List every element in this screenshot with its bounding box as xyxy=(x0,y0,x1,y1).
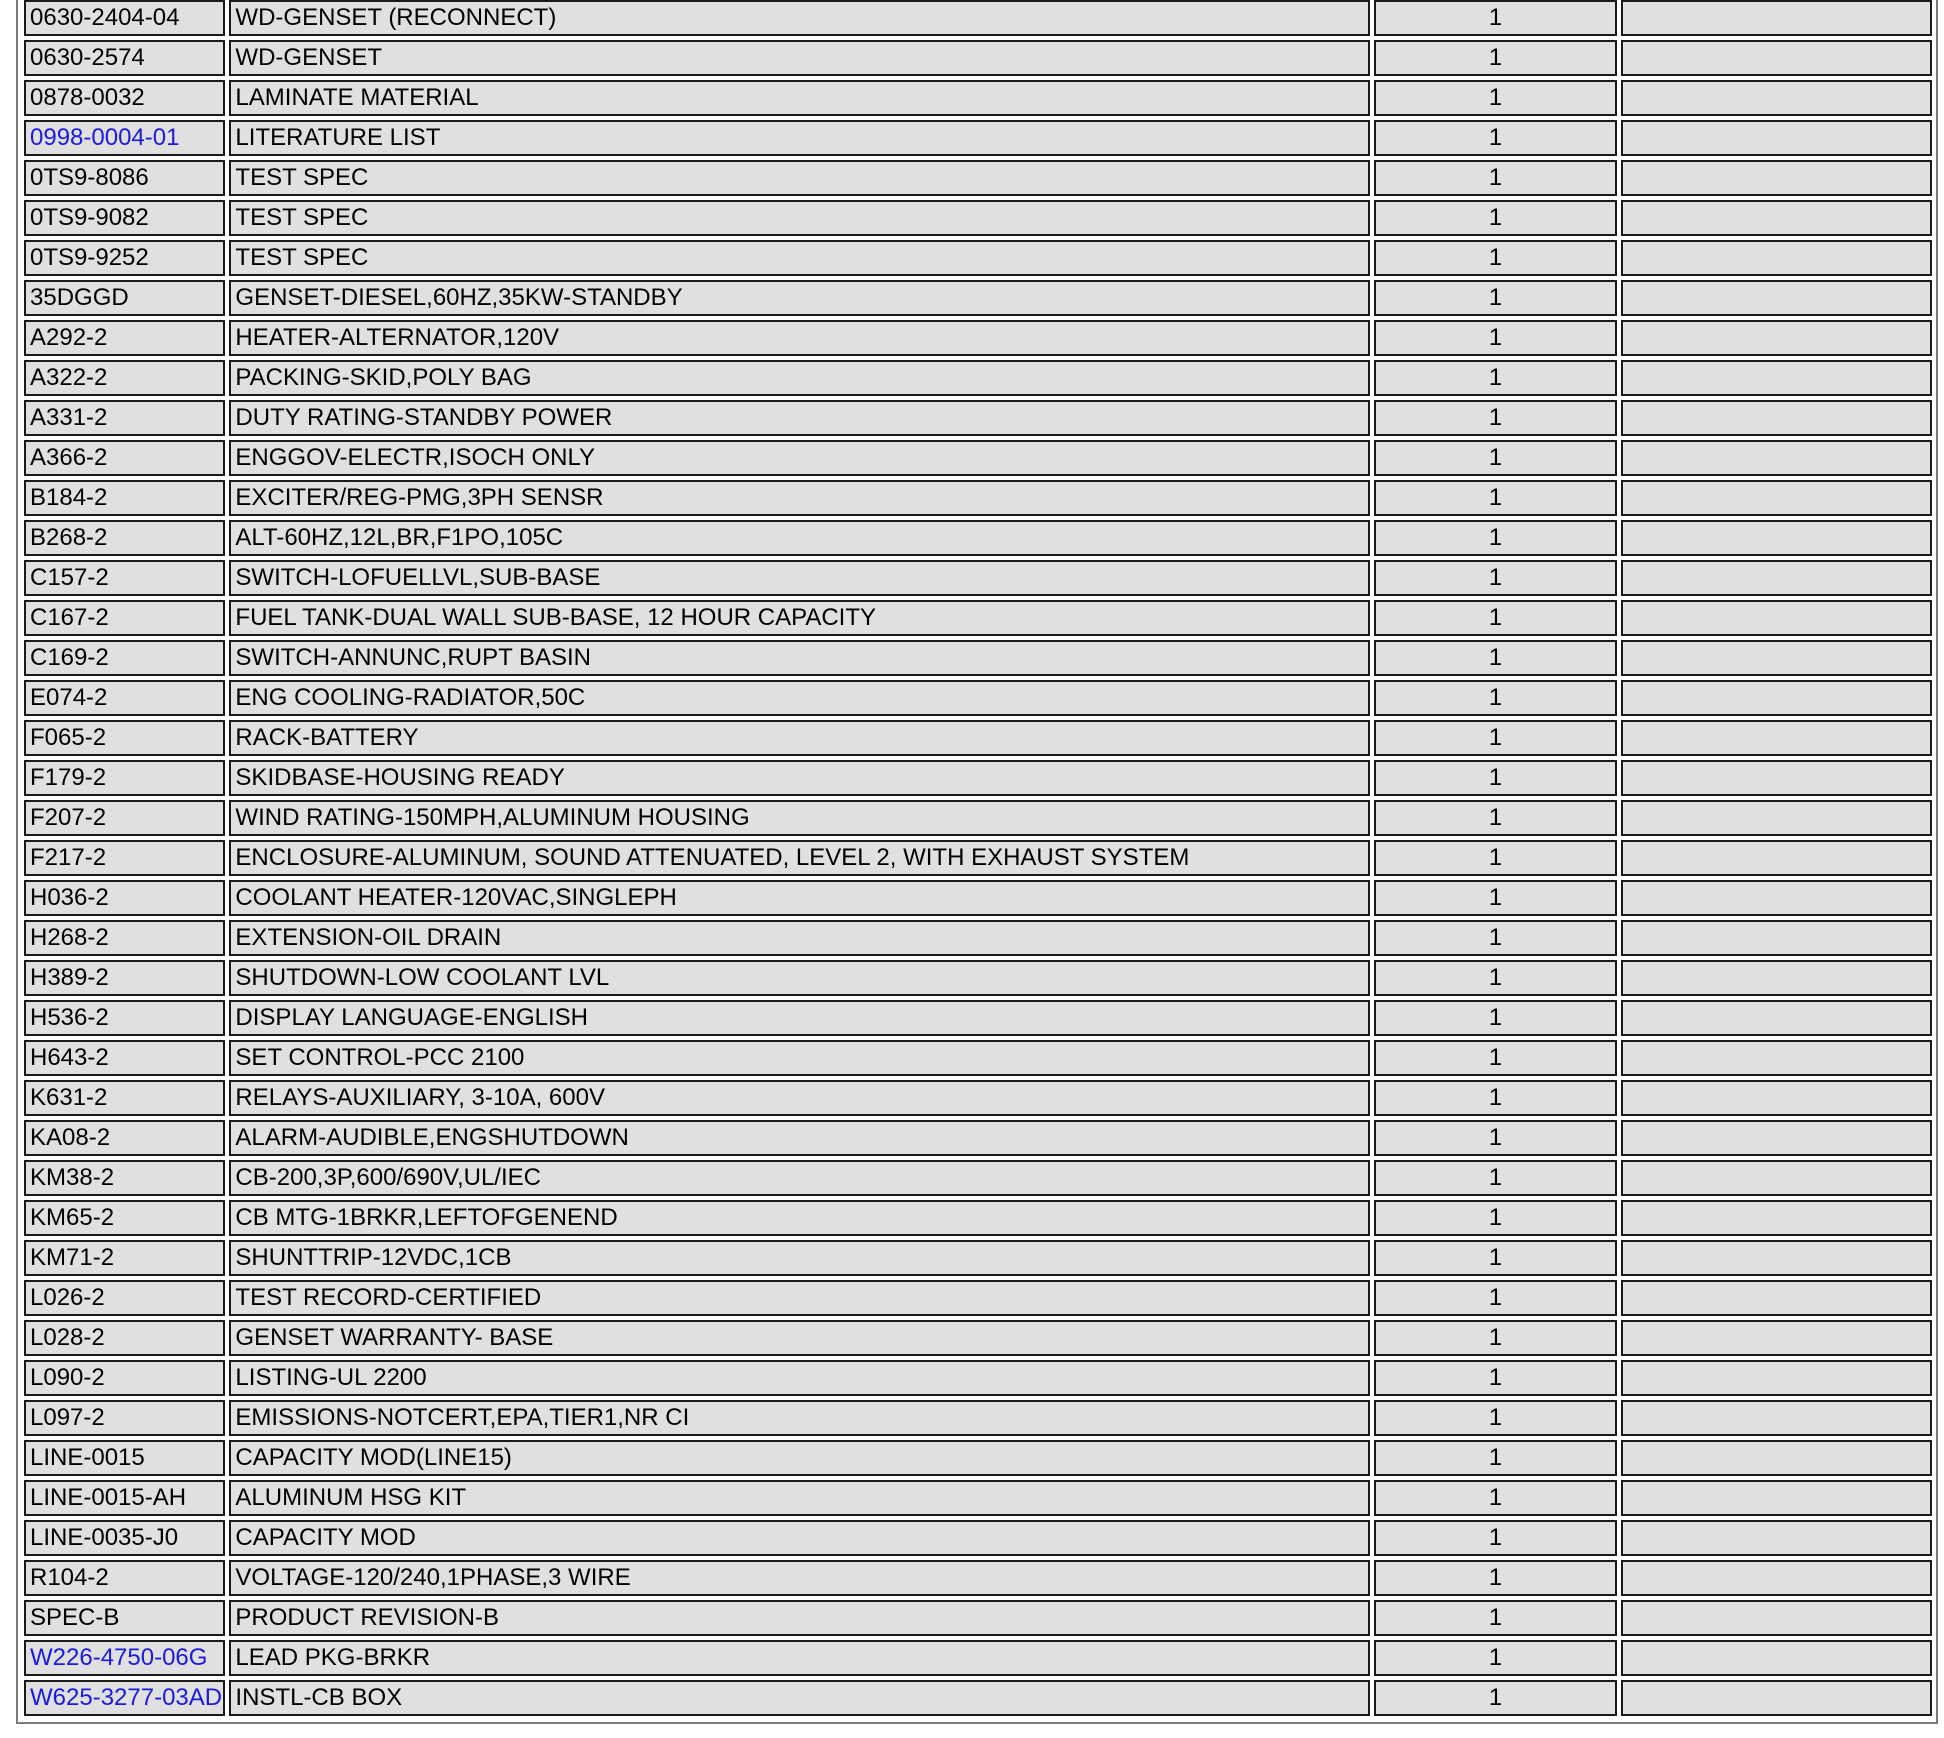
quantity-cell: 1 xyxy=(1374,960,1618,996)
empty-cell xyxy=(1621,1040,1932,1076)
part-number-cell: L026-2 xyxy=(24,1280,225,1316)
description-cell: TEST SPEC xyxy=(229,240,1369,276)
part-number-cell: A331-2 xyxy=(24,400,225,436)
table-row xyxy=(24,360,1932,396)
empty-cell xyxy=(1621,360,1932,396)
part-number-link[interactable]: 0998-0004-01 xyxy=(24,120,225,156)
part-number-link[interactable]: W226-4750-06G xyxy=(24,1640,225,1676)
quantity-cell: 1 xyxy=(1374,1440,1618,1476)
empty-cell xyxy=(1621,1240,1932,1276)
description-cell: VOLTAGE-120/240,1PHASE,3 WIRE xyxy=(229,1560,1369,1596)
table-row xyxy=(24,840,1932,876)
table-row xyxy=(24,1120,1932,1156)
description-cell: SWITCH-ANNUNC,RUPT BASIN xyxy=(229,640,1369,676)
description-cell: PRODUCT REVISION-B xyxy=(229,1600,1369,1636)
table-row xyxy=(24,1160,1932,1196)
description-cell: SET CONTROL-PCC 2100 xyxy=(229,1040,1369,1076)
description-cell: SHUTDOWN-LOW COOLANT LVL xyxy=(229,960,1369,996)
table-row xyxy=(24,600,1932,636)
empty-cell xyxy=(1621,1400,1932,1436)
description-cell: EXTENSION-OIL DRAIN xyxy=(229,920,1369,956)
table-row xyxy=(24,1680,1932,1716)
empty-cell xyxy=(1621,240,1932,276)
description-cell: LAMINATE MATERIAL xyxy=(229,80,1369,116)
table-row xyxy=(24,1320,1932,1356)
table-row xyxy=(24,640,1932,676)
part-number-cell: 0TS9-9252 xyxy=(24,240,225,276)
empty-cell xyxy=(1621,1120,1932,1156)
quantity-cell: 1 xyxy=(1374,1400,1618,1436)
quantity-cell: 1 xyxy=(1374,160,1618,196)
part-number-cell: F207-2 xyxy=(24,800,225,836)
empty-cell xyxy=(1621,880,1932,916)
table-row xyxy=(24,0,1932,36)
part-number-cell: KA08-2 xyxy=(24,1120,225,1156)
table-row xyxy=(24,1040,1932,1076)
quantity-cell: 1 xyxy=(1374,200,1618,236)
description-cell: ALT-60HZ,12L,BR,F1PO,105C xyxy=(229,520,1369,556)
quantity-cell: 1 xyxy=(1374,1240,1618,1276)
quantity-cell: 1 xyxy=(1374,80,1618,116)
empty-cell xyxy=(1621,200,1932,236)
part-number-cell: L090-2 xyxy=(24,1360,225,1396)
description-cell: ALARM-AUDIBLE,ENGSHUTDOWN xyxy=(229,1120,1369,1156)
quantity-cell: 1 xyxy=(1374,720,1618,756)
quantity-cell: 1 xyxy=(1374,1520,1618,1556)
table-row xyxy=(24,800,1932,836)
description-cell: EMISSIONS-NOTCERT,EPA,TIER1,NR CI xyxy=(229,1400,1369,1436)
part-number-cell: F179-2 xyxy=(24,760,225,796)
part-number-cell: H536-2 xyxy=(24,1000,225,1036)
quantity-cell: 1 xyxy=(1374,1560,1618,1596)
empty-cell xyxy=(1621,480,1932,516)
table-row xyxy=(24,1280,1932,1316)
description-cell: RACK-BATTERY xyxy=(229,720,1369,756)
description-cell: PACKING-SKID,POLY BAG xyxy=(229,360,1369,396)
table-row xyxy=(24,720,1932,756)
description-cell: CAPACITY MOD(LINE15) xyxy=(229,1440,1369,1476)
empty-cell xyxy=(1621,800,1932,836)
part-number-cell: H389-2 xyxy=(24,960,225,996)
empty-cell xyxy=(1621,680,1932,716)
quantity-cell: 1 xyxy=(1374,1640,1618,1676)
quantity-cell: 1 xyxy=(1374,1480,1618,1516)
description-cell: GENSET-DIESEL,60HZ,35KW-STANDBY xyxy=(229,280,1369,316)
description-cell: HEATER-ALTERNATOR,120V xyxy=(229,320,1369,356)
table-row xyxy=(24,1200,1932,1236)
description-cell: ALUMINUM HSG KIT xyxy=(229,1480,1369,1516)
empty-cell xyxy=(1621,640,1932,676)
table-row xyxy=(24,280,1932,316)
table-row xyxy=(24,1520,1932,1556)
table-row xyxy=(24,400,1932,436)
part-number-cell: L097-2 xyxy=(24,1400,225,1436)
description-cell: INSTL-CB BOX xyxy=(229,1680,1369,1716)
part-number-cell: B184-2 xyxy=(24,480,225,516)
part-number-cell: LINE-0035-J0 xyxy=(24,1520,225,1556)
part-number-cell: KM38-2 xyxy=(24,1160,225,1196)
quantity-cell: 1 xyxy=(1374,1080,1618,1116)
table-row xyxy=(24,1480,1932,1516)
part-number-cell: 0TS9-8086 xyxy=(24,160,225,196)
part-number-cell: F217-2 xyxy=(24,840,225,876)
empty-cell xyxy=(1621,960,1932,996)
quantity-cell: 1 xyxy=(1374,1600,1618,1636)
parts-table-frame xyxy=(16,0,1938,1724)
empty-cell xyxy=(1621,160,1932,196)
description-cell: ENG COOLING-RADIATOR,50C xyxy=(229,680,1369,716)
empty-cell xyxy=(1621,1200,1932,1236)
quantity-cell: 1 xyxy=(1374,600,1618,636)
quantity-cell: 1 xyxy=(1374,120,1618,156)
empty-cell xyxy=(1621,40,1932,76)
empty-cell xyxy=(1621,1520,1932,1556)
parts-table xyxy=(20,0,1936,1720)
quantity-cell: 1 xyxy=(1374,0,1618,36)
description-cell: FUEL TANK-DUAL WALL SUB-BASE, 12 HOUR CAPACITY xyxy=(229,600,1369,636)
empty-cell xyxy=(1621,1640,1932,1676)
part-number-cell: E074-2 xyxy=(24,680,225,716)
empty-cell xyxy=(1621,120,1932,156)
description-cell: LISTING-UL 2200 xyxy=(229,1360,1369,1396)
empty-cell xyxy=(1621,0,1932,36)
part-number-cell: A292-2 xyxy=(24,320,225,356)
quantity-cell: 1 xyxy=(1374,1680,1618,1716)
part-number-cell: LINE-0015-AH xyxy=(24,1480,225,1516)
empty-cell xyxy=(1621,280,1932,316)
description-cell: TEST SPEC xyxy=(229,200,1369,236)
quantity-cell: 1 xyxy=(1374,360,1618,396)
part-number-cell: SPEC-B xyxy=(24,1600,225,1636)
empty-cell xyxy=(1621,840,1932,876)
part-number-cell: A322-2 xyxy=(24,360,225,396)
quantity-cell: 1 xyxy=(1374,40,1618,76)
description-cell: CB MTG-1BRKR,LEFTOFGENEND xyxy=(229,1200,1369,1236)
quantity-cell: 1 xyxy=(1374,1120,1618,1156)
description-cell: SHUNTTRIP-12VDC,1CB xyxy=(229,1240,1369,1276)
quantity-cell: 1 xyxy=(1374,680,1618,716)
table-row xyxy=(24,1640,1932,1676)
part-number-cell: K631-2 xyxy=(24,1080,225,1116)
table-row xyxy=(24,80,1932,116)
description-cell: DISPLAY LANGUAGE-ENGLISH xyxy=(229,1000,1369,1036)
table-row xyxy=(24,760,1932,796)
empty-cell xyxy=(1621,320,1932,356)
empty-cell xyxy=(1621,600,1932,636)
quantity-cell: 1 xyxy=(1374,520,1618,556)
quantity-cell: 1 xyxy=(1374,1360,1618,1396)
part-number-cell: KM65-2 xyxy=(24,1200,225,1236)
quantity-cell: 1 xyxy=(1374,840,1618,876)
quantity-cell: 1 xyxy=(1374,1040,1618,1076)
part-number-cell: A366-2 xyxy=(24,440,225,476)
quantity-cell: 1 xyxy=(1374,1320,1618,1356)
table-row xyxy=(24,440,1932,476)
part-number-cell: LINE-0015 xyxy=(24,1440,225,1476)
empty-cell xyxy=(1621,1000,1932,1036)
table-row xyxy=(24,240,1932,276)
table-row xyxy=(24,1600,1932,1636)
empty-cell xyxy=(1621,1600,1932,1636)
table-row xyxy=(24,880,1932,916)
table-row xyxy=(24,1440,1932,1476)
table-row xyxy=(24,560,1932,596)
part-number-cell: R104-2 xyxy=(24,1560,225,1596)
description-cell: LEAD PKG-BRKR xyxy=(229,1640,1369,1676)
quantity-cell: 1 xyxy=(1374,800,1618,836)
part-number-cell: H643-2 xyxy=(24,1040,225,1076)
table-row xyxy=(24,1560,1932,1596)
description-cell: ENGGOV-ELECTR,ISOCH ONLY xyxy=(229,440,1369,476)
empty-cell xyxy=(1621,1280,1932,1316)
part-number-cell: H268-2 xyxy=(24,920,225,956)
description-cell: WIND RATING-150MPH,ALUMINUM HOUSING xyxy=(229,800,1369,836)
quantity-cell: 1 xyxy=(1374,240,1618,276)
part-number-link[interactable]: W625-3277-03AD xyxy=(24,1680,225,1716)
description-cell: RELAYS-AUXILIARY, 3-10A, 600V xyxy=(229,1080,1369,1116)
part-number-cell: F065-2 xyxy=(24,720,225,756)
empty-cell xyxy=(1621,520,1932,556)
table-row xyxy=(24,1360,1932,1396)
table-row xyxy=(24,920,1932,956)
quantity-cell: 1 xyxy=(1374,1160,1618,1196)
table-row xyxy=(24,480,1932,516)
part-number-cell: 0878-0032 xyxy=(24,80,225,116)
empty-cell xyxy=(1621,560,1932,596)
empty-cell xyxy=(1621,1360,1932,1396)
table-row xyxy=(24,160,1932,196)
empty-cell xyxy=(1621,920,1932,956)
part-number-cell: C169-2 xyxy=(24,640,225,676)
quantity-cell: 1 xyxy=(1374,440,1618,476)
description-cell: GENSET WARRANTY- BASE xyxy=(229,1320,1369,1356)
empty-cell xyxy=(1621,1080,1932,1116)
part-number-cell: L028-2 xyxy=(24,1320,225,1356)
quantity-cell: 1 xyxy=(1374,400,1618,436)
quantity-cell: 1 xyxy=(1374,1280,1618,1316)
part-number-cell: 0630-2404-04 xyxy=(24,0,225,36)
part-number-cell: KM71-2 xyxy=(24,1240,225,1276)
empty-cell xyxy=(1621,440,1932,476)
empty-cell xyxy=(1621,1480,1932,1516)
part-number-cell: B268-2 xyxy=(24,520,225,556)
part-number-cell: 0630-2574 xyxy=(24,40,225,76)
description-cell: COOLANT HEATER-120VAC,SINGLEPH xyxy=(229,880,1369,916)
empty-cell xyxy=(1621,400,1932,436)
parts-table-body xyxy=(24,0,1932,1716)
empty-cell xyxy=(1621,80,1932,116)
description-cell: TEST SPEC xyxy=(229,160,1369,196)
quantity-cell: 1 xyxy=(1374,760,1618,796)
description-cell: SWITCH-LOFUELLVL,SUB-BASE xyxy=(229,560,1369,596)
table-row xyxy=(24,320,1932,356)
table-row xyxy=(24,1240,1932,1276)
description-cell: ENCLOSURE-ALUMINUM, SOUND ATTENUATED, LEVEL 2, WITH EXHAUST SYSTEM xyxy=(229,840,1369,876)
empty-cell xyxy=(1621,720,1932,756)
table-row xyxy=(24,1080,1932,1116)
description-cell: CAPACITY MOD xyxy=(229,1520,1369,1556)
table-row xyxy=(24,960,1932,996)
quantity-cell: 1 xyxy=(1374,320,1618,356)
quantity-cell: 1 xyxy=(1374,920,1618,956)
quantity-cell: 1 xyxy=(1374,640,1618,676)
table-row xyxy=(24,1000,1932,1036)
empty-cell xyxy=(1621,1160,1932,1196)
table-row xyxy=(24,40,1932,76)
quantity-cell: 1 xyxy=(1374,560,1618,596)
description-cell: CB-200,3P,600/690V,UL/IEC xyxy=(229,1160,1369,1196)
description-cell: WD-GENSET (RECONNECT) xyxy=(229,0,1369,36)
description-cell: LITERATURE LIST xyxy=(229,120,1369,156)
part-number-cell: H036-2 xyxy=(24,880,225,916)
table-row xyxy=(24,1400,1932,1436)
quantity-cell: 1 xyxy=(1374,1000,1618,1036)
description-cell: SKIDBASE-HOUSING READY xyxy=(229,760,1369,796)
table-row xyxy=(24,680,1932,716)
table-row xyxy=(24,120,1932,156)
empty-cell xyxy=(1621,1680,1932,1716)
description-cell: TEST RECORD-CERTIFIED xyxy=(229,1280,1369,1316)
part-number-cell: C157-2 xyxy=(24,560,225,596)
part-number-cell: 0TS9-9082 xyxy=(24,200,225,236)
quantity-cell: 1 xyxy=(1374,480,1618,516)
description-cell: EXCITER/REG-PMG,3PH SENSR xyxy=(229,480,1369,516)
table-row xyxy=(24,520,1932,556)
table-row xyxy=(24,200,1932,236)
quantity-cell: 1 xyxy=(1374,280,1618,316)
quantity-cell: 1 xyxy=(1374,880,1618,916)
empty-cell xyxy=(1621,1440,1932,1476)
quantity-cell: 1 xyxy=(1374,1200,1618,1236)
part-number-cell: 35DGGD xyxy=(24,280,225,316)
empty-cell xyxy=(1621,1320,1932,1356)
empty-cell xyxy=(1621,760,1932,796)
description-cell: WD-GENSET xyxy=(229,40,1369,76)
part-number-cell: C167-2 xyxy=(24,600,225,636)
empty-cell xyxy=(1621,1560,1932,1596)
description-cell: DUTY RATING-STANDBY POWER xyxy=(229,400,1369,436)
